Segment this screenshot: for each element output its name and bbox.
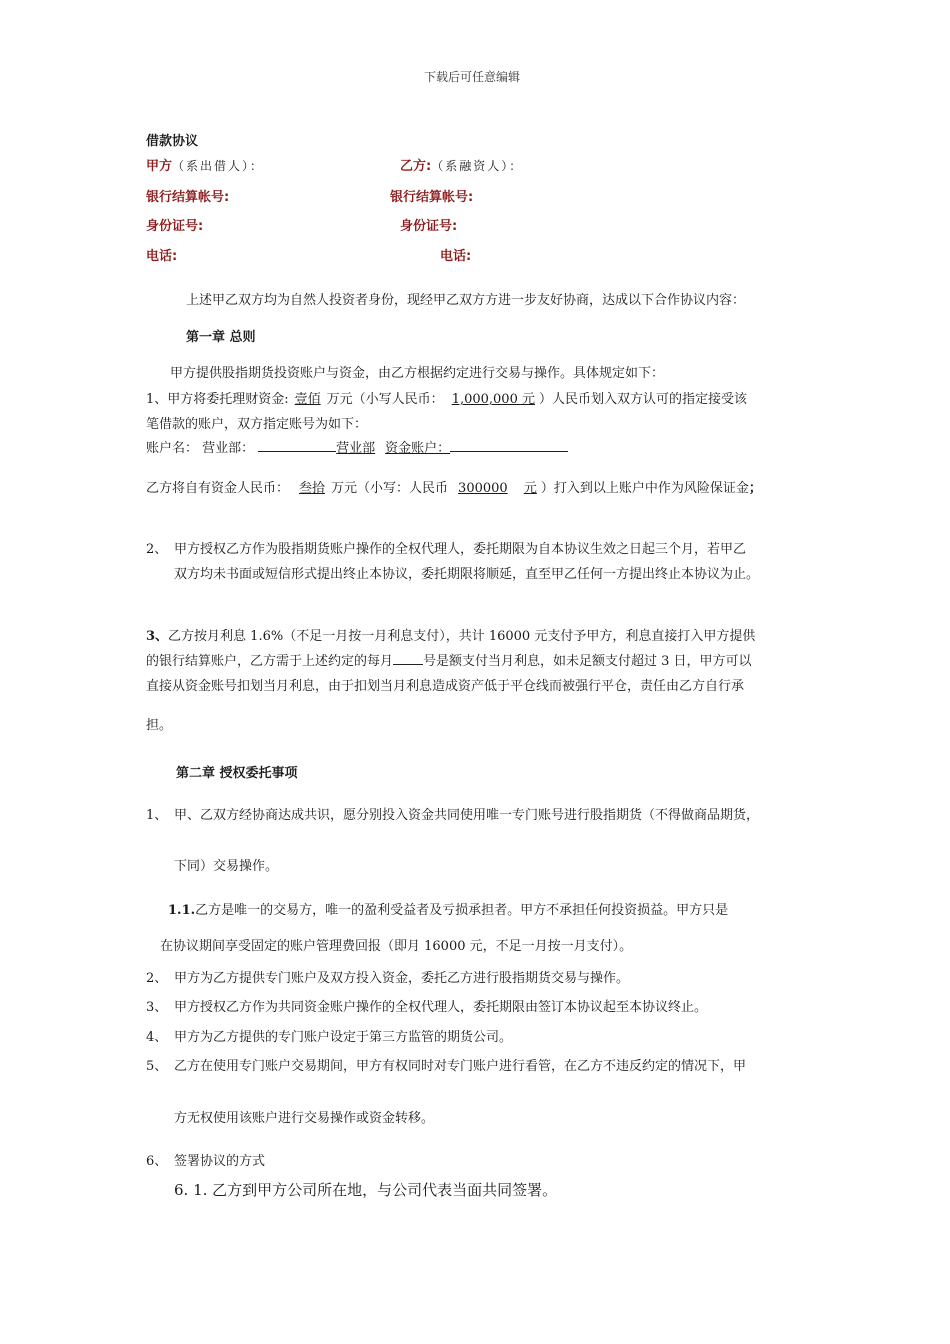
- clause-2-4-text: 甲方为乙方提供的专门账户设定于第三方监管的期货公司。: [174, 1030, 513, 1045]
- clause-2-3-number: 3、: [146, 1000, 168, 1015]
- deposit-text-b: 万元（小写：人民币: [331, 481, 449, 496]
- clause-1-1-text-c: ）人民币划入双方认可的指定接受该: [538, 392, 747, 407]
- deposit-text-a: 乙方将自有资金人民币：: [146, 481, 290, 496]
- clause-2-5-number: 5、: [146, 1059, 168, 1074]
- page-header: 下载后可任意编辑: [424, 70, 521, 84]
- intro-paragraph: 上述甲乙双方均为自然人投资者身份，现经甲乙双方方进一步友好协商，达成以下合作协议内容：: [186, 293, 746, 308]
- party-b-id: 身份证号:: [400, 219, 458, 234]
- fund-account-label: 资金账户：: [385, 441, 451, 456]
- clause-2-1-1-line-1: [168, 899, 728, 918]
- party-b-bank: 银行结算帐号:: [390, 190, 474, 205]
- clause-1-3-number: 3、: [146, 629, 169, 644]
- party-a-phone: 电话:: [146, 249, 178, 264]
- payment-day-blank: [393, 652, 423, 665]
- clause-2-5-line-1: 乙方在使用专门账户交易期间，甲方有权同时对专门账户进行看管，在乙方不违反约定的情况下，甲: [174, 1059, 747, 1074]
- clause-2-3-text: 甲方授权乙方作为共同资金账户操作的全权代理人，委托期限由签订本协议起至本协议终止。: [174, 1000, 708, 1015]
- clause-2-4-number: 4、: [146, 1030, 168, 1045]
- party-a-label: [146, 155, 264, 174]
- party-a-id: 身份证号:: [146, 219, 204, 234]
- branch-label: 营业部: [336, 441, 376, 456]
- deposit-amount-number: 300000: [458, 481, 508, 496]
- clause-1-2-line-1: 甲方授权乙方作为股指期货账户操作的全权代理人，委托期限为自本协议生效之日起三个月，若甲乙: [174, 542, 747, 557]
- fund-account-blank: [450, 439, 568, 452]
- deposit-unit: 元: [523, 481, 537, 496]
- clause-2-1-line-1: 甲、乙双方经协商达成共识，愿分别投入资金共同使用唯一专门账号进行股指期货（不得做商品期货，: [174, 808, 760, 823]
- account-line: [146, 437, 568, 456]
- party-b-label: [400, 155, 523, 174]
- party-b-phone: 电话:: [440, 249, 472, 264]
- clause-2-5-line-2: 方无权使用该账户进行交易操作或资金转移。: [174, 1111, 435, 1126]
- clause-1-3-line-4: 担。: [146, 718, 173, 733]
- chapter-1-title: 第一章 总则: [186, 330, 256, 345]
- party-a-role: （系出借人）：: [172, 159, 265, 173]
- clause-1-3-line-3: 直接从资金账号扣划当月利息，由于扣划当月利息造成资产低于平仓线而被强行平仓，责任由乙方自行承: [146, 679, 745, 694]
- clause-1-1-line-1: [146, 388, 747, 407]
- clause-2-6-text: 签署协议的方式: [174, 1154, 266, 1169]
- clause-1-3-text-a: 乙方按月利息 1.6%（不足一月按一月利息支付），共计 16000 元支付予甲方，利息直接打入甲方提供: [168, 629, 756, 644]
- clause-2-1-line-2: 下同）交易操作。: [174, 859, 279, 874]
- clause-2-2-text: 甲方为乙方提供专门账户及双方投入资金，委托乙方进行股指期货交易与操作。: [174, 971, 630, 986]
- party-a-bank: 银行结算帐号:: [146, 190, 230, 205]
- party-a-name: 甲方: [146, 159, 173, 174]
- clause-1-2-number: 2、: [146, 542, 168, 557]
- clause-1-3-text-b1: 的银行结算账户，乙方需于上述约定的每月: [146, 654, 394, 669]
- account-name-label: 账户名： 营业部：: [146, 441, 255, 456]
- loan-amount-words: 壹佰: [294, 392, 321, 407]
- clause-1-3-text-b2: 号是额支付当月利息，如未足额支付超过 3 日，甲方可以: [423, 654, 752, 669]
- document-title: 借款协议: [146, 134, 199, 149]
- clause-2-2-number: 2、: [146, 971, 168, 986]
- loan-amount-number: 1,000,000 元: [451, 392, 535, 407]
- clause-1-1-text-a: 1、甲方将委托理财资金:: [146, 392, 289, 407]
- clause-2-1-1-line-2: 在协议期间享受固定的账户管理费回报（即月 16000 元，不足一月按一月支付）。: [160, 939, 633, 954]
- chapter-2-title: 第二章 授权委托事项: [176, 766, 298, 781]
- party-b-role: （系融资人）：: [431, 159, 524, 173]
- branch-blank: [258, 439, 336, 452]
- clause-2-1-1-number: 1.1.: [168, 903, 196, 918]
- clause-2-6-number: 6、: [146, 1154, 168, 1169]
- deposit-line: [146, 477, 762, 496]
- deposit-amount-words: 叁拾: [299, 481, 326, 496]
- clause-1-2-line-2: 双方均未书面或短信形式提出终止本协议，委托期限将顺延，直至甲乙任何一方提出终止本协议为止。: [174, 567, 760, 582]
- clause-2-1-number: 1、: [146, 808, 168, 823]
- deposit-end-mark: ；: [748, 481, 762, 496]
- clause-2-6-1-text: 6. 1. 乙方到甲方公司所在地，与公司代表当面共同签署。: [174, 1181, 558, 1199]
- clause-1-1-text-b: 万元（小写人民币：: [326, 392, 444, 407]
- clause-1-3-line-1: [146, 625, 755, 644]
- clause-1-1-line-2: 笔借款的账户，双方指定账号为如下：: [146, 417, 368, 432]
- clause-2-1-1-text-a: 乙方是唯一的交易方，唯一的盈利受益者及亏损承担者。甲方不承担任何投资损益。甲方只是: [195, 903, 729, 918]
- deposit-text-c: ）打入到以上账户中作为风险保证金: [540, 481, 749, 496]
- party-b-name: 乙方:: [400, 159, 432, 174]
- chapter-1-intro: 甲方提供股指期货投资账户与资金，由乙方根据约定进行交易与操作。具体规定如下：: [170, 366, 665, 381]
- clause-1-3-line-2: [146, 650, 752, 669]
